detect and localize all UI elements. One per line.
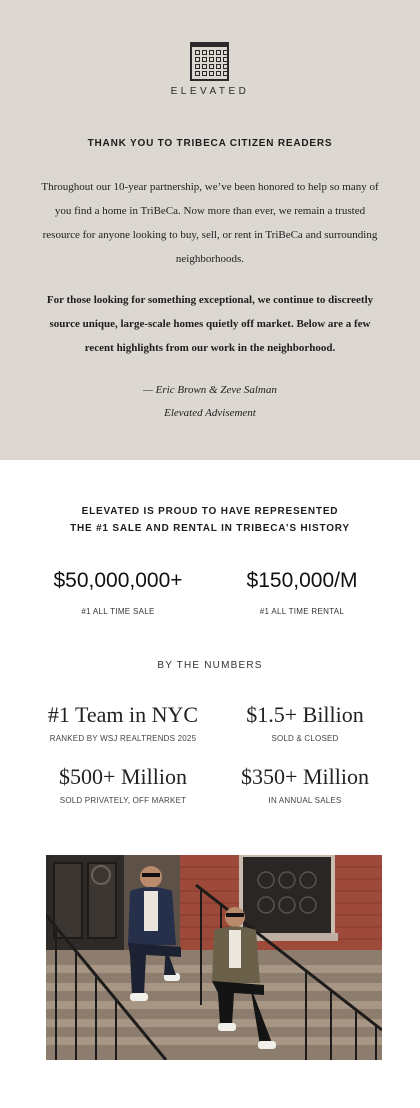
number-item-value: $1.5+ Billion bbox=[246, 702, 364, 727]
team-photo bbox=[46, 855, 382, 1060]
number-item bbox=[18, 702, 228, 743]
record-rental-value: $150,000/M bbox=[246, 569, 358, 592]
record-sale bbox=[28, 569, 208, 616]
intro-paragraph: Throughout our 10-year partnership, we’ve been honored to help so many of you find a home in TriBeCa. Now more than ever, we remain a trusted resource for anyone looking to buy, sell, or rent in TriBeCa and surrounding neighborhoods. bbox=[41, 181, 379, 265]
offmarket-paragraph: For those looking for something exceptional, we continue to discreetly source unique, large-scale homes quietly off market. Below are a few recent highlights from our work in the neighborhood. bbox=[46, 294, 374, 354]
signature-company: Elevated Advisement bbox=[164, 407, 256, 419]
number-item-label: SOLD PRIVATELY, OFF MARKET bbox=[59, 796, 187, 805]
number-item-label: IN ANNUAL SALES bbox=[268, 796, 342, 805]
thank-you-heading: THANK YOU TO TRIBECA CITIZEN READERS bbox=[87, 138, 333, 149]
record-rental bbox=[212, 569, 392, 616]
records-heading-line1: ELEVATED IS PROUD TO HAVE REPRESENTED bbox=[81, 506, 339, 517]
numbers-heading: BY THE NUMBERS bbox=[157, 660, 263, 671]
number-item-label: SOLD & CLOSED bbox=[271, 734, 339, 743]
records-heading-line2: THE #1 SALE AND RENTAL IN TRIBECA’S HISTORY bbox=[70, 523, 350, 534]
record-sale-label: #1 ALL TIME SALE bbox=[81, 607, 155, 616]
number-item-value: #1 Team in NYC bbox=[47, 702, 199, 727]
intro-section bbox=[0, 0, 420, 460]
record-rental-label: #1 ALL TIME RENTAL bbox=[259, 607, 345, 616]
signature-names: — Eric Brown & Zeve Salman bbox=[143, 384, 277, 396]
number-item-label: RANKED BY WSJ REALTRENDS 2025 bbox=[49, 734, 197, 743]
number-item bbox=[215, 764, 395, 805]
records-heading bbox=[0, 503, 420, 537]
brand-name: ELEVATED bbox=[170, 86, 250, 97]
building-grid-icon bbox=[190, 42, 229, 81]
number-item-value: $350+ Million bbox=[241, 764, 369, 789]
number-item bbox=[18, 764, 228, 805]
record-sale-value: $50,000,000+ bbox=[53, 569, 183, 592]
number-item-value: $500+ Million bbox=[59, 764, 187, 789]
number-item bbox=[215, 702, 395, 743]
